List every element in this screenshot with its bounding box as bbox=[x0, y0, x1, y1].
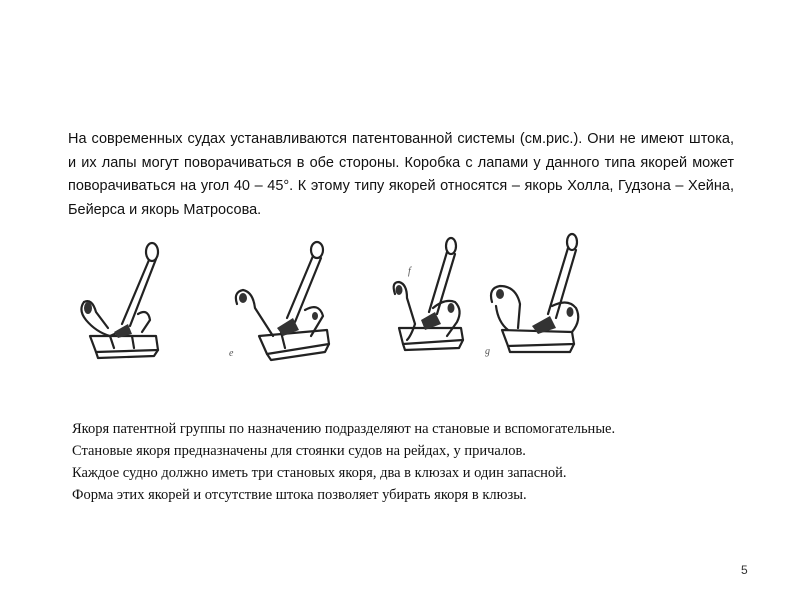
anchor-illustration-2 bbox=[225, 232, 345, 367]
details-line-1: Якоря патентной группы по назначению подразделяют на становые и вспомогательные. bbox=[72, 421, 616, 437]
figure-label-g: g bbox=[485, 346, 490, 357]
anchor-illustration-4 bbox=[488, 232, 588, 367]
slide-number: 5 bbox=[741, 563, 748, 577]
anchor-illustration-3 bbox=[385, 232, 475, 367]
intro-paragraph: На современных судах устанавливаются патентованной системы (см.рис.). Они не имеют штока, и их лапы могут поворачиваться в обе стороны. Коробка с лапами у данного типа якорей может поворачиваться на угол 40 – 45°. К этому типу якорей относятся – якорь Холла, Гудзона – Хейна, Бейерса и якорь Матросова. bbox=[68, 131, 734, 218]
figure-label-e: е bbox=[229, 348, 234, 359]
details-line-3: Каждое судно должно иметь три становых якоря, два в клюзах и один запасной. bbox=[72, 465, 567, 481]
anchor-illustration-1 bbox=[70, 232, 180, 367]
figure-label-f: f bbox=[408, 266, 411, 277]
details-text bbox=[72, 418, 752, 506]
anchors-figure bbox=[60, 232, 600, 372]
details-line-2: Становые якоря предназначены для стоянки судов на рейдах, у причалов. bbox=[72, 443, 526, 459]
details-line-4: Форма этих якорей и отсутствие штока позволяет убирать якоря в клюзы. bbox=[72, 487, 527, 503]
